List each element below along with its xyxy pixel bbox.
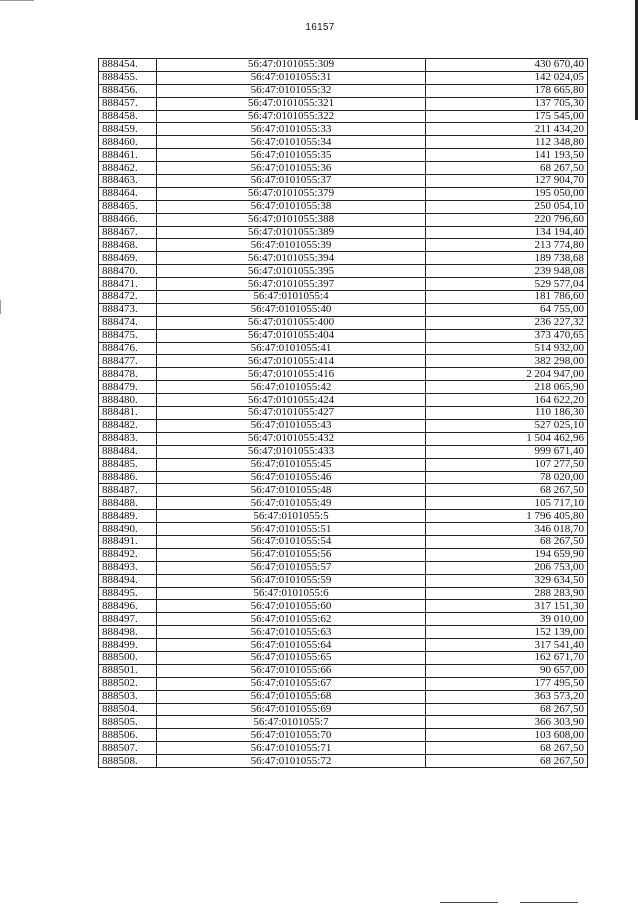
table-row — [99, 355, 588, 368]
value-cell: 164 622,20 — [426, 394, 588, 407]
value-cell: 68 267,50 — [426, 755, 588, 768]
row-number-cell: 888464. — [99, 187, 157, 200]
row-number-cell: 888466. — [99, 213, 157, 226]
table-row — [99, 445, 588, 458]
scan-edge-mark — [440, 902, 498, 903]
scan-edge-mark — [520, 902, 578, 903]
table-row — [99, 651, 588, 664]
row-number-cell: 888481. — [99, 407, 157, 420]
cadastral-number-cell: 56:47:0101055:72 — [157, 755, 426, 768]
table-row — [99, 265, 588, 278]
cadastral-number-cell: 56:47:0101055:432 — [157, 432, 426, 445]
table-row — [99, 316, 588, 329]
row-number-cell: 888472. — [99, 291, 157, 304]
value-cell: 68 267,50 — [426, 703, 588, 716]
row-number-cell: 888454. — [99, 59, 157, 72]
row-number-cell: 888465. — [99, 200, 157, 213]
row-number-cell: 888470. — [99, 265, 157, 278]
table-row — [99, 303, 588, 316]
row-number-cell: 888457. — [99, 97, 157, 110]
value-cell: 527 025,10 — [426, 419, 588, 432]
value-cell: 999 671,40 — [426, 445, 588, 458]
value-cell: 236 227,32 — [426, 316, 588, 329]
table-row — [99, 432, 588, 445]
page-number: 16157 — [305, 22, 335, 33]
table-row — [99, 342, 588, 355]
value-cell: 2 204 947,00 — [426, 368, 588, 381]
table-row — [99, 458, 588, 471]
scan-edge-mark — [0, 300, 1, 314]
row-number-cell: 888462. — [99, 162, 157, 175]
row-number-cell: 888487. — [99, 484, 157, 497]
row-number-cell: 888493. — [99, 561, 157, 574]
value-cell: 141 193,50 — [426, 149, 588, 162]
value-cell: 68 267,50 — [426, 742, 588, 755]
value-cell: 112 348,80 — [426, 136, 588, 149]
cadastral-number-cell: 56:47:0101055:389 — [157, 226, 426, 239]
value-cell: 103 608,00 — [426, 729, 588, 742]
value-cell: 430 670,40 — [426, 59, 588, 72]
value-cell: 68 267,50 — [426, 484, 588, 497]
cadastral-number-cell: 56:47:0101055:42 — [157, 381, 426, 394]
table-row — [99, 510, 588, 523]
row-number-cell: 888459. — [99, 123, 157, 136]
row-number-cell: 888492. — [99, 548, 157, 561]
value-cell: 78 020,00 — [426, 471, 588, 484]
row-number-cell: 888506. — [99, 729, 157, 742]
row-number-cell: 888475. — [99, 329, 157, 342]
row-number-cell: 888467. — [99, 226, 157, 239]
cadastral-number-cell: 56:47:0101055:5 — [157, 510, 426, 523]
cadastral-number-cell: 56:47:0101055:64 — [157, 639, 426, 652]
row-number-cell: 888505. — [99, 716, 157, 729]
cadastral-number-cell: 56:47:0101055:56 — [157, 548, 426, 561]
cadastral-number-cell: 56:47:0101055:35 — [157, 149, 426, 162]
value-cell: 317 541,40 — [426, 639, 588, 652]
cadastral-number-cell: 56:47:0101055:68 — [157, 690, 426, 703]
value-cell: 373 470,65 — [426, 329, 588, 342]
cadastral-number-cell: 56:47:0101055:379 — [157, 187, 426, 200]
row-number-cell: 888486. — [99, 471, 157, 484]
value-cell: 1 796 405,80 — [426, 510, 588, 523]
value-cell: 288 283,90 — [426, 587, 588, 600]
table-row — [99, 71, 588, 84]
row-number-cell: 888489. — [99, 510, 157, 523]
cadastral-number-cell: 56:47:0101055:416 — [157, 368, 426, 381]
table-row — [99, 497, 588, 510]
row-number-cell: 888460. — [99, 136, 157, 149]
row-number-cell: 888474. — [99, 316, 157, 329]
cadastral-number-cell: 56:47:0101055:31 — [157, 71, 426, 84]
table-row — [99, 97, 588, 110]
row-number-cell: 888483. — [99, 432, 157, 445]
value-cell: 142 024,05 — [426, 71, 588, 84]
table-row — [99, 574, 588, 587]
cadastral-number-cell: 56:47:0101055:33 — [157, 123, 426, 136]
value-cell: 137 705,30 — [426, 97, 588, 110]
row-number-cell: 888494. — [99, 574, 157, 587]
value-cell: 110 186,30 — [426, 407, 588, 420]
cadastral-number-cell: 56:47:0101055:388 — [157, 213, 426, 226]
cadastral-number-cell: 56:47:0101055:51 — [157, 523, 426, 536]
cadastral-number-cell: 56:47:0101055:397 — [157, 278, 426, 291]
value-cell: 68 267,50 — [426, 162, 588, 175]
cadastral-number-cell: 56:47:0101055:424 — [157, 394, 426, 407]
table-row — [99, 484, 588, 497]
table-row — [99, 407, 588, 420]
cadastral-number-cell: 56:47:0101055:4 — [157, 291, 426, 304]
cadastral-number-cell: 56:47:0101055:41 — [157, 342, 426, 355]
row-number-cell: 888501. — [99, 664, 157, 677]
value-cell: 218 065,90 — [426, 381, 588, 394]
table-row — [99, 561, 588, 574]
table-row — [99, 587, 588, 600]
cadastral-number-cell: 56:47:0101055:62 — [157, 613, 426, 626]
value-cell: 175 545,00 — [426, 110, 588, 123]
cadastral-number-cell: 56:47:0101055:36 — [157, 162, 426, 175]
cadastral-number-cell: 56:47:0101055:67 — [157, 677, 426, 690]
cadastral-number-cell: 56:47:0101055:39 — [157, 239, 426, 252]
table-row — [99, 84, 588, 97]
row-number-cell: 888479. — [99, 381, 157, 394]
row-number-cell: 888482. — [99, 419, 157, 432]
cadastral-number-cell: 56:47:0101055:66 — [157, 664, 426, 677]
table-row — [99, 755, 588, 768]
row-number-cell: 888473. — [99, 303, 157, 316]
scan-edge-mark — [0, 0, 34, 1]
cadastral-number-cell: 56:47:0101055:45 — [157, 458, 426, 471]
table-row — [99, 419, 588, 432]
row-number-cell: 888508. — [99, 755, 157, 768]
value-cell: 220 796,60 — [426, 213, 588, 226]
value-cell: 152 139,00 — [426, 626, 588, 639]
table-row — [99, 252, 588, 265]
row-number-cell: 888498. — [99, 626, 157, 639]
table-row — [99, 291, 588, 304]
table-row — [99, 716, 588, 729]
table-row — [99, 613, 588, 626]
cadastral-number-cell: 56:47:0101055:40 — [157, 303, 426, 316]
value-cell: 177 495,50 — [426, 677, 588, 690]
table-row — [99, 381, 588, 394]
table-row — [99, 690, 588, 703]
row-number-cell: 888469. — [99, 252, 157, 265]
row-number-cell: 888485. — [99, 458, 157, 471]
row-number-cell: 888456. — [99, 84, 157, 97]
cadastral-number-cell: 56:47:0101055:322 — [157, 110, 426, 123]
table-row — [99, 368, 588, 381]
cadastral-number-cell: 56:47:0101055:59 — [157, 574, 426, 587]
value-cell: 213 774,80 — [426, 239, 588, 252]
value-cell: 194 659,90 — [426, 548, 588, 561]
row-number-cell: 888480. — [99, 394, 157, 407]
value-cell: 317 151,30 — [426, 600, 588, 613]
row-number-cell: 888461. — [99, 149, 157, 162]
value-cell: 239 948,08 — [426, 265, 588, 278]
value-cell: 346 018,70 — [426, 523, 588, 536]
table-row — [99, 110, 588, 123]
value-cell: 162 671,70 — [426, 651, 588, 664]
value-cell: 107 277,50 — [426, 458, 588, 471]
row-number-cell: 888471. — [99, 278, 157, 291]
table-row — [99, 213, 588, 226]
cadastral-number-cell: 56:47:0101055:7 — [157, 716, 426, 729]
table-row — [99, 600, 588, 613]
cadastral-number-cell: 56:47:0101055:32 — [157, 84, 426, 97]
table-row — [99, 535, 588, 548]
table-row — [99, 329, 588, 342]
cadastral-number-cell: 56:47:0101055:48 — [157, 484, 426, 497]
row-number-cell: 888500. — [99, 651, 157, 664]
cadastral-number-cell: 56:47:0101055:404 — [157, 329, 426, 342]
value-cell: 382 298,00 — [426, 355, 588, 368]
row-number-cell: 888488. — [99, 497, 157, 510]
table-row — [99, 626, 588, 639]
value-cell: 105 717,10 — [426, 497, 588, 510]
registry-table-body — [99, 59, 588, 768]
row-number-cell: 888496. — [99, 600, 157, 613]
table-row — [99, 548, 588, 561]
value-cell: 90 657,00 — [426, 664, 588, 677]
cadastral-number-cell: 56:47:0101055:70 — [157, 729, 426, 742]
table-row — [99, 200, 588, 213]
registry-table — [98, 58, 588, 768]
row-number-cell: 888502. — [99, 677, 157, 690]
table-row — [99, 677, 588, 690]
cadastral-number-cell: 56:47:0101055:400 — [157, 316, 426, 329]
value-cell: 134 194,40 — [426, 226, 588, 239]
cadastral-number-cell: 56:47:0101055:49 — [157, 497, 426, 510]
table-row — [99, 278, 588, 291]
value-cell: 1 504 462,96 — [426, 432, 588, 445]
cadastral-number-cell: 56:47:0101055:46 — [157, 471, 426, 484]
table-row — [99, 136, 588, 149]
row-number-cell: 888458. — [99, 110, 157, 123]
row-number-cell: 888507. — [99, 742, 157, 755]
cadastral-number-cell: 56:47:0101055:57 — [157, 561, 426, 574]
cadastral-number-cell: 56:47:0101055:321 — [157, 97, 426, 110]
cadastral-number-cell: 56:47:0101055:69 — [157, 703, 426, 716]
table-row — [99, 226, 588, 239]
value-cell: 64 755,00 — [426, 303, 588, 316]
value-cell: 366 303,90 — [426, 716, 588, 729]
row-number-cell: 888468. — [99, 239, 157, 252]
row-number-cell: 888476. — [99, 342, 157, 355]
cadastral-number-cell: 56:47:0101055:395 — [157, 265, 426, 278]
cadastral-number-cell: 56:47:0101055:309 — [157, 59, 426, 72]
cadastral-number-cell: 56:47:0101055:427 — [157, 407, 426, 420]
table-row — [99, 471, 588, 484]
value-cell: 514 932,00 — [426, 342, 588, 355]
row-number-cell: 888491. — [99, 535, 157, 548]
row-number-cell: 888478. — [99, 368, 157, 381]
cadastral-number-cell: 56:47:0101055:71 — [157, 742, 426, 755]
cadastral-number-cell: 56:47:0101055:394 — [157, 252, 426, 265]
cadastral-number-cell: 56:47:0101055:65 — [157, 651, 426, 664]
table-row — [99, 187, 588, 200]
cadastral-number-cell: 56:47:0101055:414 — [157, 355, 426, 368]
row-number-cell: 888490. — [99, 523, 157, 536]
row-number-cell: 888497. — [99, 613, 157, 626]
cadastral-number-cell: 56:47:0101055:6 — [157, 587, 426, 600]
value-cell: 363 573,20 — [426, 690, 588, 703]
row-number-cell: 888463. — [99, 175, 157, 188]
table-row — [99, 162, 588, 175]
table-row — [99, 149, 588, 162]
cadastral-number-cell: 56:47:0101055:60 — [157, 600, 426, 613]
table-row — [99, 239, 588, 252]
value-cell: 195 050,00 — [426, 187, 588, 200]
table-row — [99, 123, 588, 136]
value-cell: 250 054,10 — [426, 200, 588, 213]
cadastral-number-cell: 56:47:0101055:54 — [157, 535, 426, 548]
cadastral-number-cell: 56:47:0101055:37 — [157, 175, 426, 188]
cadastral-number-cell: 56:47:0101055:38 — [157, 200, 426, 213]
cadastral-number-cell: 56:47:0101055:433 — [157, 445, 426, 458]
cadastral-number-cell: 56:47:0101055:43 — [157, 419, 426, 432]
row-number-cell: 888477. — [99, 355, 157, 368]
row-number-cell: 888504. — [99, 703, 157, 716]
table-row — [99, 729, 588, 742]
table-row — [99, 664, 588, 677]
table-row — [99, 175, 588, 188]
table-row — [99, 394, 588, 407]
value-cell: 181 786,60 — [426, 291, 588, 304]
cadastral-number-cell: 56:47:0101055:34 — [157, 136, 426, 149]
table-row — [99, 703, 588, 716]
table-row — [99, 523, 588, 536]
row-number-cell: 888484. — [99, 445, 157, 458]
scan-edge-bar — [635, 0, 638, 120]
value-cell: 68 267,50 — [426, 535, 588, 548]
row-number-cell: 888503. — [99, 690, 157, 703]
table-row — [99, 639, 588, 652]
value-cell: 529 577,04 — [426, 278, 588, 291]
table-row — [99, 742, 588, 755]
row-number-cell: 888495. — [99, 587, 157, 600]
row-number-cell: 888455. — [99, 71, 157, 84]
value-cell: 206 753,00 — [426, 561, 588, 574]
row-number-cell: 888499. — [99, 639, 157, 652]
table-row — [99, 59, 588, 72]
cadastral-number-cell: 56:47:0101055:63 — [157, 626, 426, 639]
value-cell: 127 904,70 — [426, 175, 588, 188]
value-cell: 211 434,20 — [426, 123, 588, 136]
value-cell: 189 738,68 — [426, 252, 588, 265]
value-cell: 39 010,00 — [426, 613, 588, 626]
value-cell: 178 665,80 — [426, 84, 588, 97]
value-cell: 329 634,50 — [426, 574, 588, 587]
